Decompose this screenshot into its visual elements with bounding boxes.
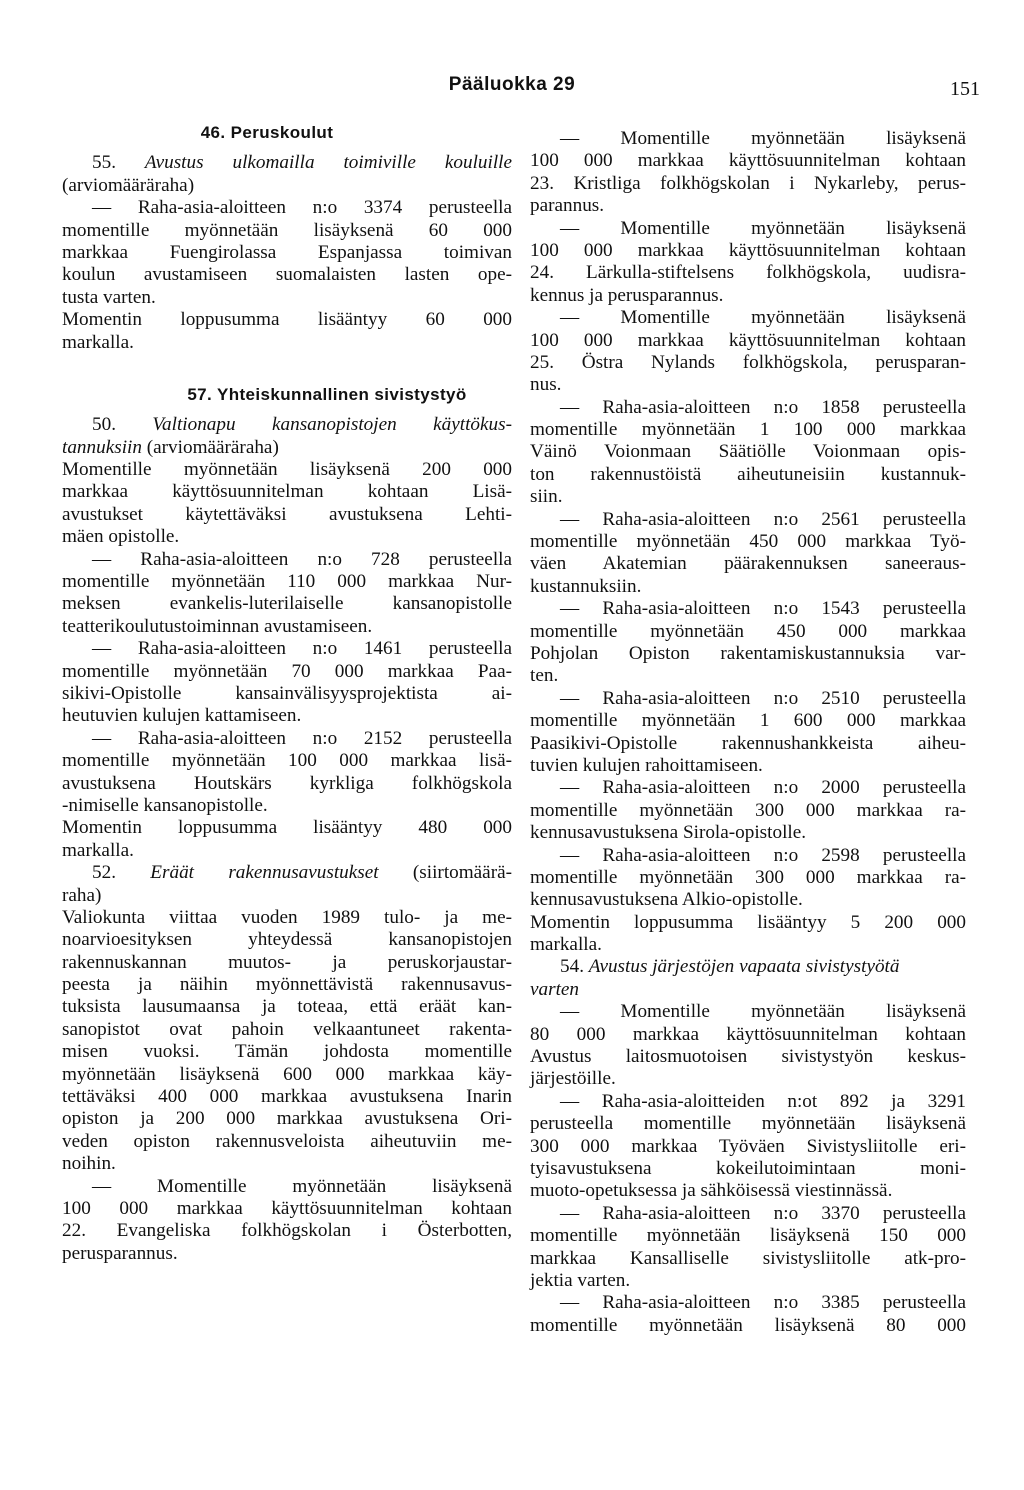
text-line: — Raha-asia-aloitteen n:o 1461 perusteella: [92, 638, 512, 660]
text-line: avustuksena Houtskärs kyrkliga folkhögskola: [62, 772, 512, 794]
text-line: Paasikivi-Opistolle rakennushankkeista aiheu-: [530, 732, 966, 754]
text-line: — Raha-asia-aloitteen n:o 728 perusteella: [92, 548, 512, 570]
text-line: teatterikoulutustoiminnan avustamiseen.: [62, 615, 373, 637]
text-line: — Raha-asia-aloitteen n:o 2152 perusteella: [92, 727, 512, 749]
text-line: Valiokunta viittaa vuoden 1989 tulo- ja me-: [62, 906, 512, 928]
item-50-title-cont: [62, 437, 512, 459]
text-line: kennusavustuksena Sirola-opistolle.: [530, 822, 807, 844]
text-line: 80 000 markkaa käyttösuunnitelman kohtaan: [530, 1023, 966, 1045]
text-line: momentille myönnetään 1 100 000 markkaa: [530, 419, 966, 441]
text-line: järjestöille.: [530, 1068, 616, 1090]
item-title: Avustus ulkomailla toimiville kouluille: [144, 152, 513, 174]
text-line: — Raha-asia-aloitteen n:o 2510 perusteella: [560, 687, 966, 709]
text-line: perusteella momentille myönnetään lisäyksenä: [530, 1113, 966, 1135]
text-line: momentille myönnetään 100 000 markkaa lisä-: [62, 750, 512, 772]
text-line: jektia varten.: [530, 1269, 631, 1291]
text-line: sanopistot ovat pahoin velkaantuneet rakenta-: [62, 1018, 512, 1040]
text-line: 23. Kristliga folkhögskolan i Nykarleby, perus-: [530, 172, 966, 194]
text-line: heutuvien kulujen kattamiseen.: [62, 705, 302, 727]
text-line: raha): [62, 884, 102, 906]
page-header-title: Pääluokka 29: [448, 74, 576, 95]
text-line: momentille myönnetään lisäyksenä 60 000: [62, 219, 512, 241]
text-fragment: (siirtomäärä-: [378, 862, 512, 884]
text-line: — Momentille myönnetään lisäyksenä: [92, 1175, 512, 1197]
section-heading-46: 46. Peruskoulut: [200, 123, 334, 142]
text-line: peesta ja näihin myönnettävistä rakennusavus-: [62, 974, 512, 996]
item-title: Avustus järjestöjen vapaata sivistystyötä: [588, 956, 900, 978]
text-line: 100 000 markkaa käyttösuunnitelman kohtaan: [530, 239, 966, 261]
text-line: -nimiselle kansanopistolle.: [62, 794, 268, 816]
text-line: 100 000 markkaa käyttösuunnitelman kohtaan: [530, 150, 966, 172]
text-line: tuksista lausumaansa ja toteaa, että eräät kan-: [62, 996, 512, 1018]
text-line: — Raha-asia-aloitteen n:o 2598 perusteella: [560, 844, 966, 866]
right-column: [530, 128, 966, 1337]
item-52-title: [62, 862, 512, 884]
text-line: — Raha-asia-aloitteen n:o 3370 perusteella: [560, 1202, 966, 1224]
text-line: perusparannus.: [62, 1242, 178, 1264]
text-line: — Raha-asia-aloitteen n:o 2561 perusteella: [560, 508, 966, 530]
text-line: veden opiston rakennusveloista aiheutuviin me-: [62, 1130, 512, 1152]
text-line: markalla.: [62, 839, 134, 861]
text-fragment: (arviomääräraha): [141, 436, 279, 458]
text-line: Avustus laitosmuotoisen sivistystyön keskus-: [530, 1046, 966, 1068]
text-line: — Raha-asia-aloitteen n:o 3385 perusteella: [560, 1292, 966, 1314]
text-line: markkaa Fuengirolassa Espanjassa toimivan: [62, 241, 512, 263]
text-line: tyisavustuksena kokeilutoimintaan moni-: [530, 1157, 966, 1179]
text-line: kustannuksiin.: [530, 575, 642, 597]
text-line: — Raha-asia-aloitteiden n:ot 892 ja 3291: [560, 1090, 966, 1112]
item-number: 54.: [560, 956, 584, 978]
text-line: myönnetään lisäyksenä 600 000 markkaa käy-: [62, 1063, 512, 1085]
text-line: sikivi-Opistolle kansainvälisyysprojektista ai-: [62, 682, 512, 704]
text-line: nus.: [530, 374, 562, 396]
page-number: 151: [950, 78, 980, 100]
item-number: 52.: [92, 862, 116, 884]
text-line: noihin.: [62, 1153, 116, 1175]
text-line: noarvioesityksen yhteydessä kansanopistojen: [62, 929, 512, 951]
text-line: Momentin loppusumma lisääntyy 480 000: [62, 817, 512, 839]
text-line: (arviomääräraha): [62, 174, 195, 196]
text-line: 100 000 markkaa käyttösuunnitelman kohtaan: [62, 1197, 512, 1219]
text-line: parannus.: [530, 195, 605, 217]
text-line: momentille myönnetään lisäyksenä 80 000: [530, 1314, 966, 1336]
text-line: meksen evankelis-luterilaiselle kansanopistolle: [62, 593, 512, 615]
text-line: siin.: [530, 486, 563, 508]
text-line: Momentille myönnetään lisäyksenä 200 000: [62, 459, 512, 481]
text-line: Pohjolan Opiston rakentamiskustannuksia var-: [530, 642, 966, 664]
text-line: — Raha-asia-aloitteen n:o 2000 perusteella: [560, 777, 966, 799]
text-line: ten.: [530, 665, 559, 687]
text-line: — Momentille myönnetään lisäyksenä: [560, 1001, 966, 1023]
item-number: 55.: [92, 152, 116, 174]
text-line: väen Akatemian päärakennuksen saneeraus-: [530, 553, 966, 575]
text-line: momentille myönnetään 300 000 markkaa ra-: [530, 799, 966, 821]
text-line: momentille myönnetään 300 000 markkaa ra-: [530, 866, 966, 888]
text-line: 24. Lärkulla-stiftelsens folkhögskola, uudisra-: [530, 262, 966, 284]
text-line: momentille myönnetään lisäyksenä 150 000: [530, 1225, 966, 1247]
text-line: momentille myönnetään 110 000 markkaa Nur-: [62, 571, 512, 593]
text-line: tusta varten.: [62, 286, 156, 308]
text-line: rakennuskannan muutos- ja peruskorjaustar-: [62, 951, 512, 973]
text-line: Momentin loppusumma lisääntyy 5 200 000: [530, 911, 966, 933]
text-line: markalla.: [62, 331, 134, 353]
text-line: mäen opistolle.: [62, 526, 180, 548]
section-heading-57: 57. Yhteiskunnallinen sivistystyö: [187, 384, 467, 404]
text-line: 100 000 markkaa käyttösuunnitelman kohtaan: [530, 329, 966, 351]
text-line: momentille myönnetään 450 000 markkaa Työ-: [530, 531, 966, 553]
text-line: muoto-opetuksessa ja sähköisessä viestinnässä.: [530, 1180, 893, 1202]
text-line: tettäväksi 400 000 markkaa avustuksena Inarin: [62, 1086, 512, 1108]
text-line: misen vuoksi. Tämän johdosta momentille: [62, 1041, 512, 1063]
item-number: 50.: [92, 414, 116, 436]
item-title: tannuksiin: [62, 436, 142, 458]
text-line: markkaa käyttösuunnitelman kohtaan Lisä-: [62, 481, 512, 503]
text-line: kennusavustuksena Alkio-opistolle.: [530, 889, 803, 911]
text-line: tuvien kulujen rahoittamiseen.: [530, 754, 763, 776]
text-line: — Raha-asia-aloitteen n:o 1858 perusteella: [560, 396, 966, 418]
text-line: markalla.: [530, 934, 602, 956]
text-line: avustukset käytettäväksi avustuksena Lehti-: [62, 503, 512, 525]
text-line: — Raha-asia-aloitteen n:o 1543 perusteella: [560, 598, 966, 620]
text-line: — Momentille myönnetään lisäyksenä: [560, 128, 966, 149]
text-line: kennus ja perusparannus.: [530, 284, 724, 306]
text-line: — Raha-asia-aloitteen n:o 3374 perusteella: [92, 197, 512, 219]
text-line: — Momentille myönnetään lisäyksenä: [560, 217, 966, 239]
item-54-title: [530, 956, 966, 978]
text-line: koulun avustamiseen suomalaisten lasten ope-: [62, 264, 512, 286]
text-line: 25. Östra Nylands folkhögskola, perusparan-: [530, 351, 966, 373]
item-55-title: [62, 152, 512, 174]
text-line: 22. Evangeliska folkhögskolan i Österbotten,: [62, 1220, 512, 1242]
item-title: Valtionapu kansanopistojen käyttökus-: [152, 414, 512, 436]
left-column: [62, 122, 512, 1265]
text-line: Momentin loppusumma lisääntyy 60 000: [62, 309, 512, 331]
text-line: momentille myönnetään 70 000 markkaa Paa-: [62, 660, 512, 682]
text-line: Väinö Voionmaan Säätiölle Voionmaan opis-: [530, 441, 966, 463]
text-line: opiston ja 200 000 markkaa avustuksena Ori-: [62, 1108, 512, 1130]
item-title: varten: [530, 978, 580, 1000]
text-line: markkaa Kansalliselle sivistysliitolle atk-pro-: [530, 1247, 966, 1269]
text-line: momentille myönnetään 450 000 markkaa: [530, 620, 966, 642]
text-line: 300 000 markkaa Työväen Sivistysliitolle eri-: [530, 1135, 966, 1157]
text-line: momentille myönnetään 1 600 000 markkaa: [530, 710, 966, 732]
text-line: — Momentille myönnetään lisäyksenä: [560, 307, 966, 329]
text-line: ton rakennustöistä aiheutuneisiin kustannuk-: [530, 463, 966, 485]
item-50-title: [62, 414, 512, 436]
item-title: Eräät rakennusavustukset: [150, 862, 379, 884]
